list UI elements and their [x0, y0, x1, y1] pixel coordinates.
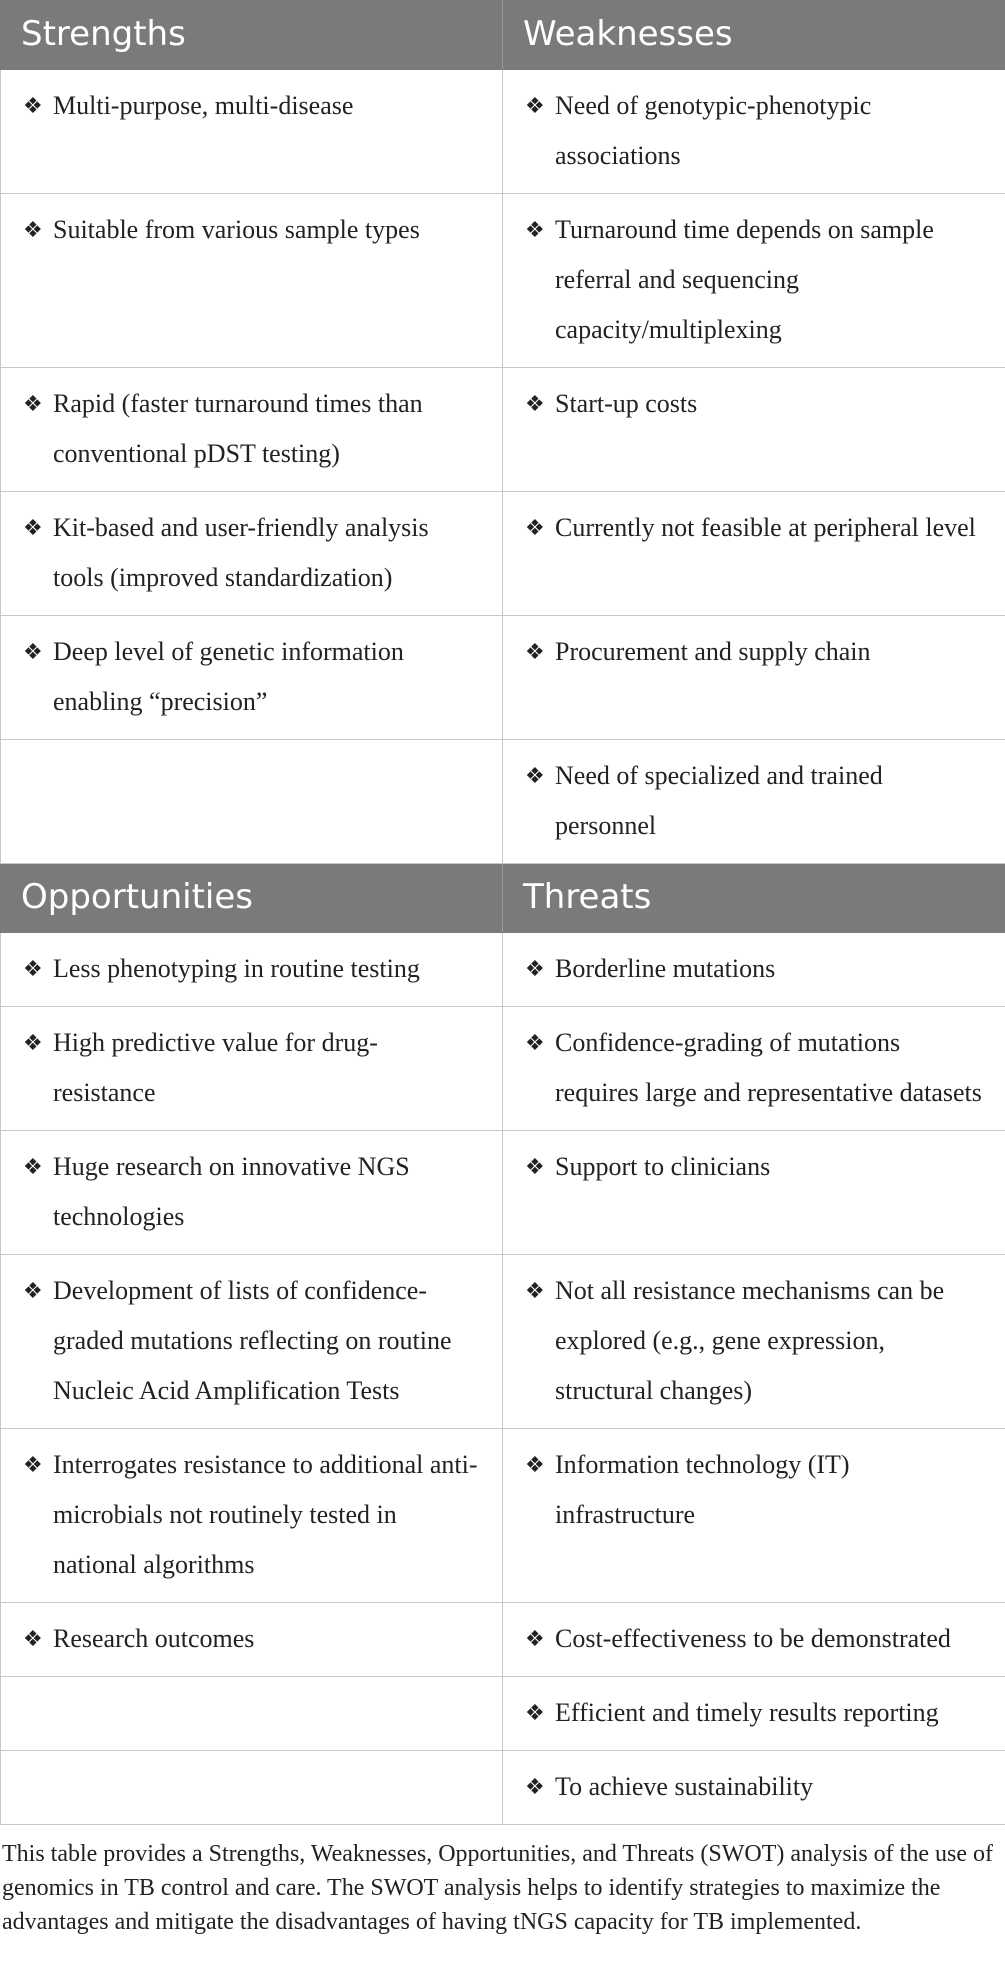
ot_rows-cell-right [503, 1007, 1005, 1131]
item-text: Development of lists of confidence-graded mutations reflecting on routine Nucleic Acid Amplification Tests [53, 1276, 452, 1405]
diamond-bullet-icon: ❖ [525, 1626, 545, 1651]
list-item [525, 627, 983, 677]
item-text: Research outcomes [53, 1624, 255, 1653]
sw_rows-cell-left [1, 616, 503, 740]
ot_rows-cell-left [1, 1603, 503, 1677]
item-text: Confidence-grading of mutations requires large and representative datasets [555, 1028, 982, 1107]
swot-table-body [1, 1, 1005, 1825]
diamond-bullet-icon: ❖ [23, 639, 43, 664]
list-item [23, 503, 480, 603]
diamond-bullet-icon: ❖ [23, 1278, 43, 1303]
ot_rows-cell-left [1, 1429, 503, 1603]
diamond-bullet-icon: ❖ [525, 1030, 545, 1055]
list-item [23, 1440, 480, 1590]
diamond-bullet-icon: ❖ [525, 763, 545, 788]
strengths-header: Strengths [1, 1, 503, 70]
sw_rows-cell-right [503, 70, 1005, 194]
sw_rows-cell-left [1, 70, 503, 194]
diamond-bullet-icon: ❖ [23, 217, 43, 242]
item-text: Turnaround time depends on sample referral and sequencing capacity/multiplexing [555, 215, 934, 344]
diamond-bullet-icon: ❖ [525, 93, 545, 118]
item-text: Cost-effectiveness to be demonstrated [555, 1624, 951, 1653]
weaknesses-header: Weaknesses [503, 1, 1005, 70]
item-text: Borderline mutations [555, 954, 776, 983]
sw_rows-cell-left [1, 368, 503, 492]
item-text: Not all resistance mechanisms can be explored (e.g., gene expression, structural changes) [555, 1276, 945, 1405]
list-item [525, 944, 983, 994]
diamond-bullet-icon: ❖ [23, 1030, 43, 1055]
diamond-bullet-icon: ❖ [525, 515, 545, 540]
table-row [1, 368, 1005, 492]
sw_rows-cell-left [1, 492, 503, 616]
diamond-bullet-icon: ❖ [23, 515, 43, 540]
list-item [23, 1614, 480, 1664]
ot_rows-cell-right [503, 1677, 1005, 1751]
diamond-bullet-icon: ❖ [23, 1154, 43, 1179]
diamond-bullet-icon: ❖ [525, 1700, 545, 1725]
list-item [23, 1266, 480, 1416]
list-item [525, 503, 983, 553]
list-item [525, 1440, 983, 1540]
sw_rows-cell-right [503, 740, 1005, 864]
table-row [1, 1429, 1005, 1603]
sw_rows-cell-left [1, 740, 503, 864]
item-text: Start-up costs [555, 389, 698, 418]
diamond-bullet-icon: ❖ [525, 391, 545, 416]
list-item [525, 1266, 983, 1416]
diamond-bullet-icon: ❖ [525, 1154, 545, 1179]
item-text: Deep level of genetic information enabling “precision” [53, 637, 404, 716]
list-item [23, 81, 480, 131]
list-item [23, 1142, 480, 1242]
item-text: Huge research on innovative NGS technologies [53, 1152, 410, 1231]
table-row [1, 1007, 1005, 1131]
item-text: Less phenotyping in routine testing [53, 954, 420, 983]
ot_rows-cell-left [1, 1751, 503, 1825]
list-item [525, 379, 983, 429]
table-row [1, 616, 1005, 740]
header-row-strengths-weaknesses [1, 1, 1005, 70]
item-text: Interrogates resistance to additional anti-microbials not routinely tested in national algorithms [53, 1450, 478, 1579]
sw_rows-cell-left [1, 194, 503, 368]
list-item [23, 627, 480, 727]
list-item [23, 205, 480, 255]
item-text: To achieve sustainability [555, 1772, 814, 1801]
diamond-bullet-icon: ❖ [525, 639, 545, 664]
ot_rows-cell-right [503, 1255, 1005, 1429]
threats-header: Threats [503, 864, 1005, 933]
table-row [1, 1677, 1005, 1751]
list-item [23, 944, 480, 994]
table-row [1, 1131, 1005, 1255]
ot_rows-cell-right [503, 1603, 1005, 1677]
table-row [1, 70, 1005, 194]
item-text: Suitable from various sample types [53, 215, 420, 244]
sw_rows-cell-right [503, 616, 1005, 740]
diamond-bullet-icon: ❖ [525, 1278, 545, 1303]
table-row [1, 492, 1005, 616]
list-item [525, 81, 983, 181]
ot_rows-cell-right [503, 933, 1005, 1007]
list-item [525, 1142, 983, 1192]
list-item [525, 205, 983, 355]
header-row-opportunities-threats [1, 864, 1005, 933]
ot_rows-cell-right [503, 1429, 1005, 1603]
table-footnote: This table provides a Strengths, Weaknesses, Opportunities, and Threats (SWOT) analysis of the use of genomics in TB control and care. The SWOT analysis helps to identify strategies to maximize the advantages and mitigate the disadvantages of having tNGS capacity for TB implemented. [2, 1841, 993, 1935]
ot_rows-cell-left [1, 933, 503, 1007]
ot_rows-cell-right [503, 1751, 1005, 1825]
diamond-bullet-icon: ❖ [525, 1774, 545, 1799]
table-row [1, 1751, 1005, 1825]
diamond-bullet-icon: ❖ [23, 956, 43, 981]
sw_rows-cell-right [503, 492, 1005, 616]
diamond-bullet-icon: ❖ [525, 217, 545, 242]
item-text: Information technology (IT) infrastructure [555, 1450, 850, 1529]
table-row [1, 194, 1005, 368]
item-text: Rapid (faster turnaround times than conventional pDST testing) [53, 389, 423, 468]
list-item [525, 751, 983, 851]
diamond-bullet-icon: ❖ [525, 1452, 545, 1477]
item-text: Efficient and timely results reporting [555, 1698, 939, 1727]
list-item [525, 1018, 983, 1118]
ot_rows-cell-left [1, 1131, 503, 1255]
list-item [525, 1688, 983, 1738]
diamond-bullet-icon: ❖ [23, 1626, 43, 1651]
table-row [1, 740, 1005, 864]
item-text: Support to clinicians [555, 1152, 771, 1181]
ot_rows-cell-left [1, 1007, 503, 1131]
list-item [23, 379, 480, 479]
item-text: High predictive value for drug-resistance [53, 1028, 378, 1107]
item-text: Kit-based and user-friendly analysis tools (improved standardization) [53, 513, 429, 592]
opportunities-header: Opportunities [1, 864, 503, 933]
ot_rows-cell-left [1, 1677, 503, 1751]
item-text: Need of genotypic-phenotypic associations [555, 91, 872, 170]
diamond-bullet-icon: ❖ [525, 956, 545, 981]
item-text: Currently not feasible at peripheral level [555, 513, 976, 542]
ot_rows-cell-right [503, 1131, 1005, 1255]
sw_rows-cell-right [503, 368, 1005, 492]
diamond-bullet-icon: ❖ [23, 391, 43, 416]
diamond-bullet-icon: ❖ [23, 93, 43, 118]
table-row [1, 1603, 1005, 1677]
item-text: Multi-purpose, multi-disease [53, 91, 354, 120]
list-item [525, 1614, 983, 1664]
table-row [1, 933, 1005, 1007]
table-row [1, 1255, 1005, 1429]
item-text: Procurement and supply chain [555, 637, 871, 666]
list-item [23, 1018, 480, 1118]
item-text: Need of specialized and trained personnel [555, 761, 883, 840]
ot_rows-cell-left [1, 1255, 503, 1429]
diamond-bullet-icon: ❖ [23, 1452, 43, 1477]
sw_rows-cell-right [503, 194, 1005, 368]
list-item [525, 1762, 983, 1812]
